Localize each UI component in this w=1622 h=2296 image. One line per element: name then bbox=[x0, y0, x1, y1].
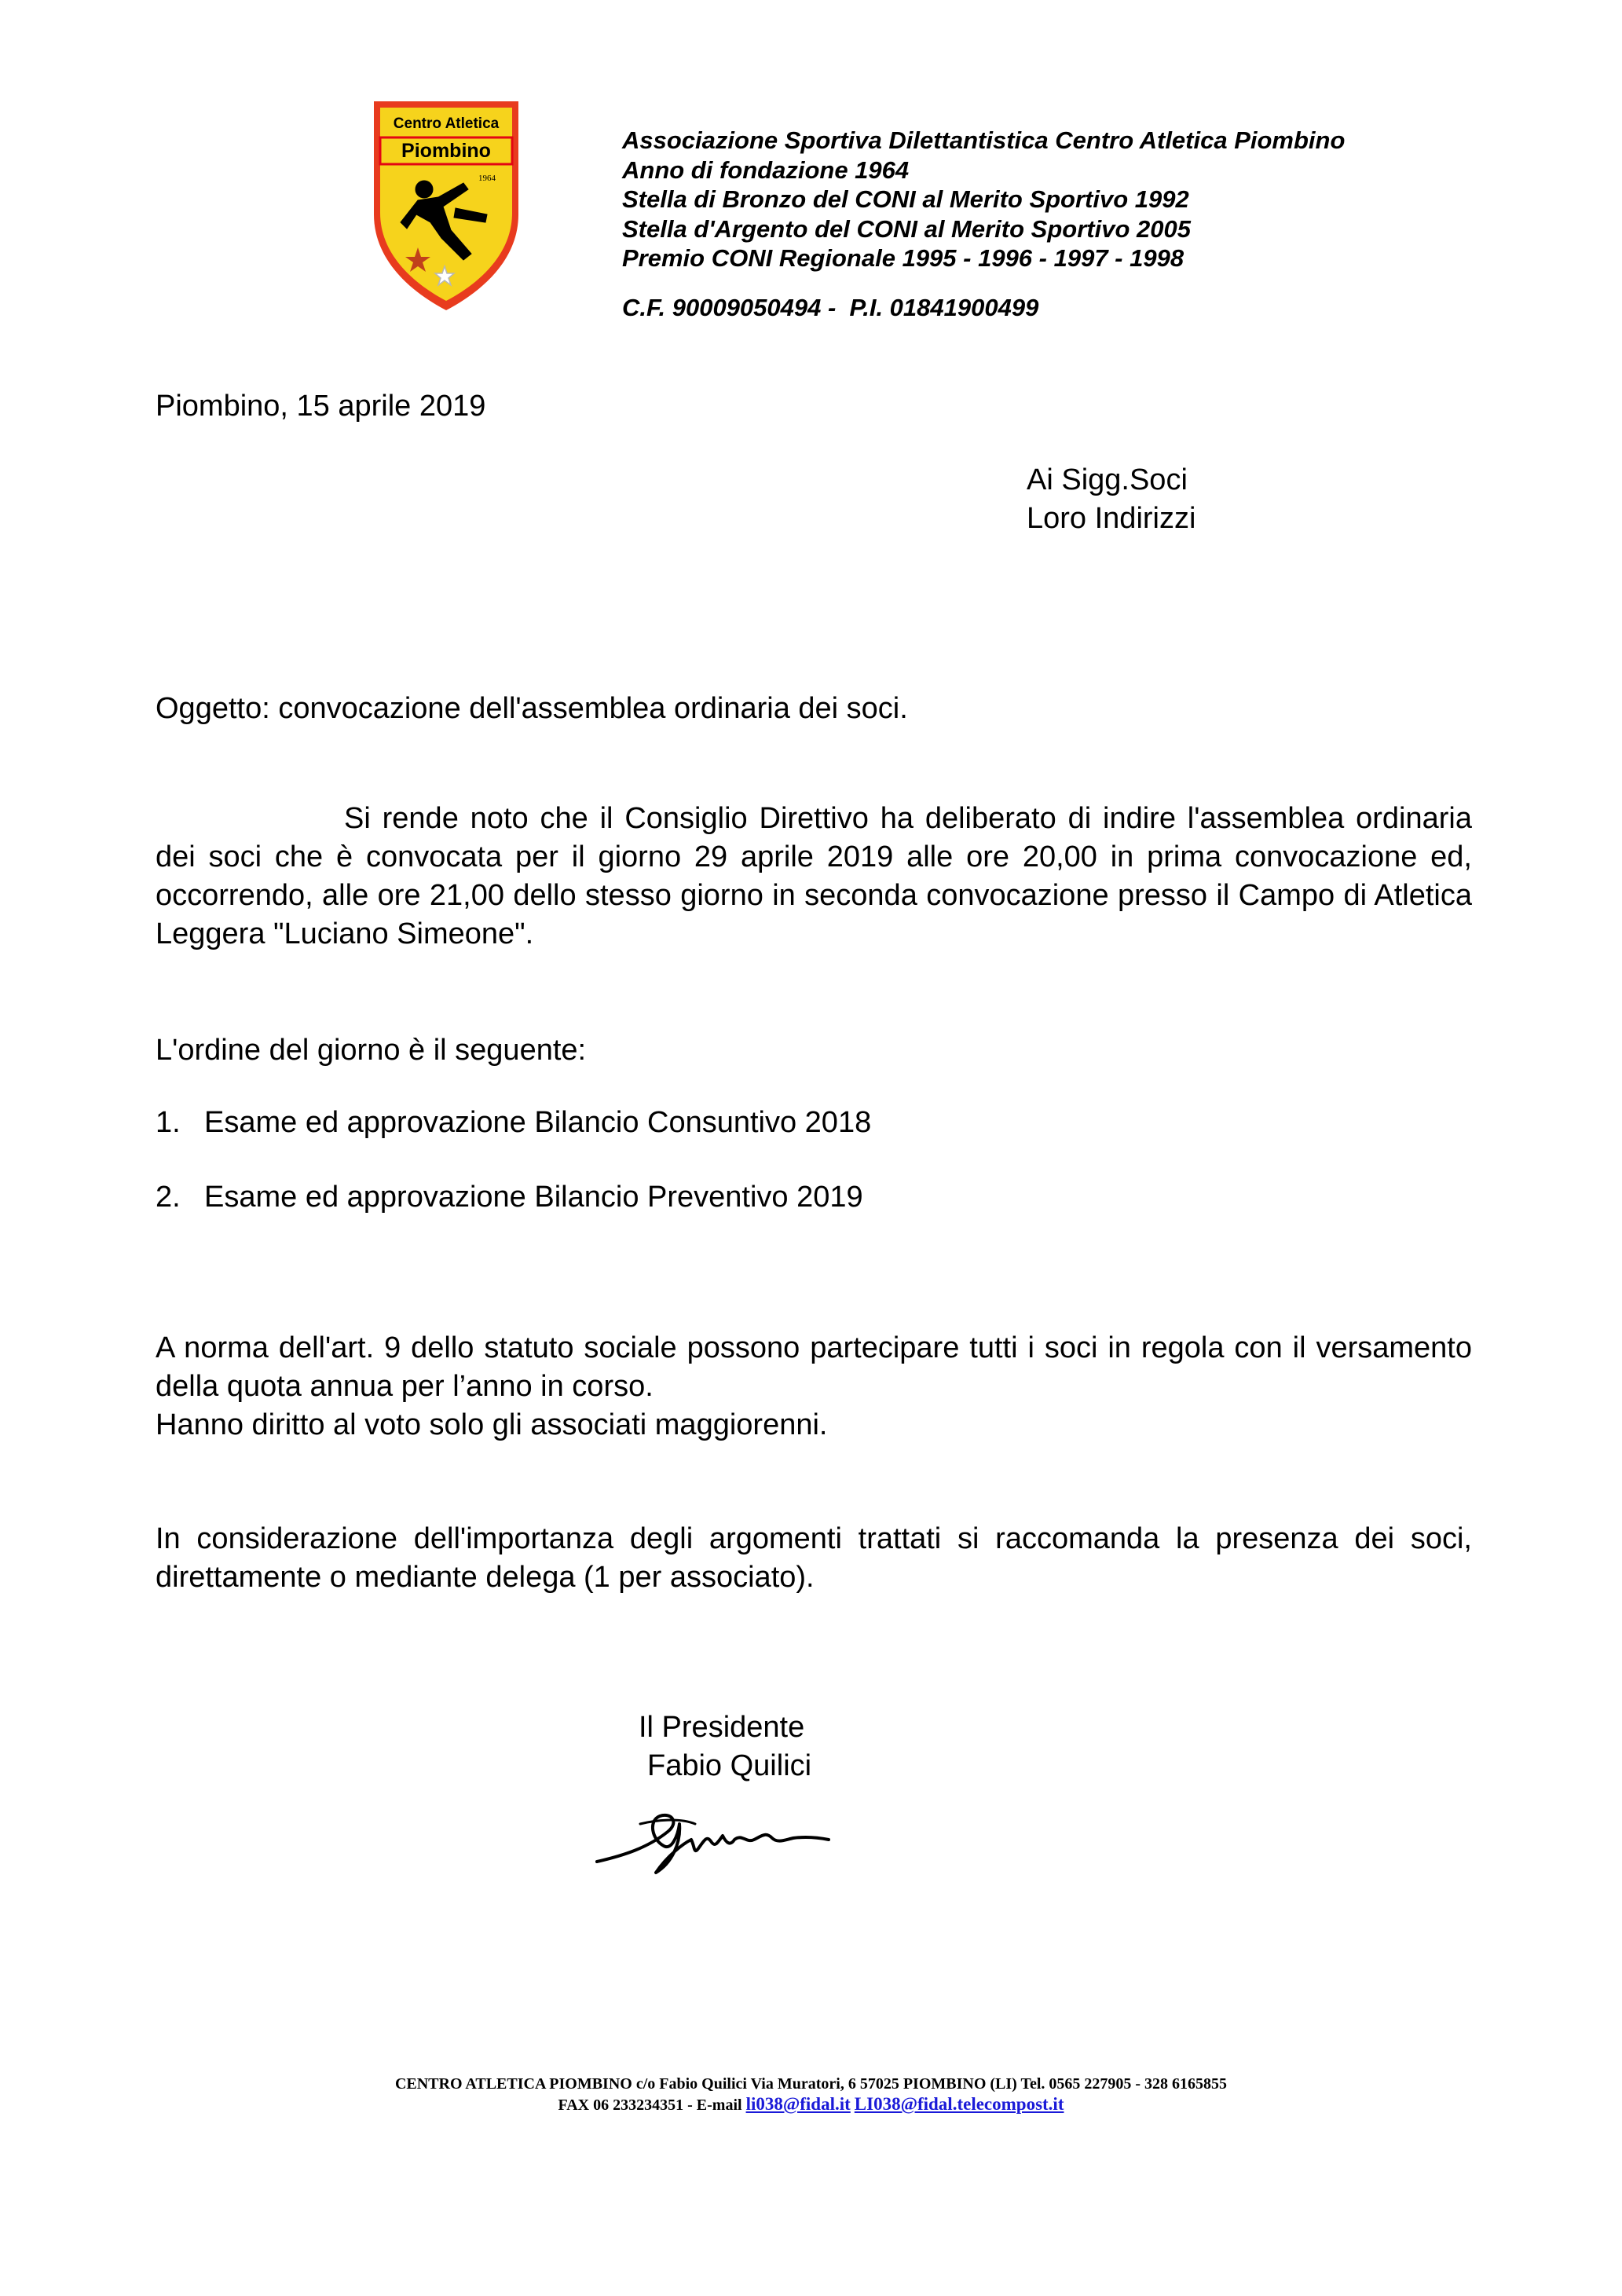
intro-paragraph bbox=[156, 800, 1472, 954]
intro-text: Si rende noto che il Consiglio Direttivo ha deliberato di indire l'assemblea ordinaria dei soci che è convocata per il giorno 29 aprile 2019 alle ore 20,00 in prima convocazione ed, occorrendo, alle ore 21,00 dello stesso giorno in seconda convocazione presso il Campo di Atletica Leggera "Luciano Simeone". bbox=[156, 802, 1472, 950]
footer-address: CENTRO ATLETICA PIOMBINO c/o Fabio Quilici Via Muratori, 6 57025 PIOMBINO (LI) Tel. 0565 227905 - 328 6165855 bbox=[394, 2075, 1228, 2093]
header-line: Anno di fondazione 1964 bbox=[622, 156, 910, 184]
rules-paragraph bbox=[156, 1329, 1472, 1445]
recommendation-paragraph: In considerazione dell'importanza degli argomenti trattati si raccomanda la presenza dei soci, direttamente o mediante delega (1 per associato). bbox=[156, 1522, 1472, 1594]
footer-contacts bbox=[0, 2094, 1622, 2115]
email-link-1[interactable]: li038@fidal.it bbox=[745, 2094, 851, 2114]
letter-subject: Oggetto: convocazione dell'assemblea ordinaria dei soci. bbox=[156, 692, 908, 725]
agenda-item bbox=[156, 1104, 871, 1142]
signature-name: Fabio Quilici bbox=[647, 1749, 812, 1782]
agenda-item-number: 2. bbox=[156, 1181, 181, 1214]
handwritten-signature bbox=[593, 1800, 837, 1879]
fiscal-codes: C.F. 90009050494 - P.I. 01841900499 bbox=[622, 294, 1039, 321]
logo-text-main: Piombino bbox=[401, 140, 491, 162]
header-line: Premio CONI Regionale 1995 - 1996 - 1997 - 1998 bbox=[622, 244, 1184, 272]
logo-text-top: Centro Atletica bbox=[393, 115, 500, 132]
recipient-line: Ai Sigg.Soci bbox=[1027, 463, 1188, 496]
agenda-item-text: Esame ed approvazione Bilancio Consuntivo 2018 bbox=[204, 1106, 872, 1139]
email-link-2[interactable]: LI038@fidal.telecompost.it bbox=[854, 2094, 1064, 2114]
association-header bbox=[622, 126, 1345, 273]
letter-date: Piombino, 15 aprile 2019 bbox=[156, 390, 486, 423]
header-line: Stella d'Argento del CONI al Merito Sportivo 2005 bbox=[622, 214, 1191, 243]
recipient-line: Loro Indirizzi bbox=[1027, 502, 1196, 535]
agenda-heading: L'ordine del giorno è il seguente: bbox=[156, 1034, 587, 1067]
rules-text: A norma dell'art. 9 dello statuto sociale possono partecipare tutti i soci in regola con il versamento della quota annua per l’anno in corso. bbox=[156, 1331, 1472, 1403]
header-line: Associazione Sportiva Dilettantistica Centro Atletica Piombino bbox=[622, 126, 1346, 154]
agenda-item bbox=[156, 1178, 863, 1217]
header-line: Stella di Bronzo del CONI al Merito Sportivo 1992 bbox=[622, 185, 1189, 213]
logo-year: 1964 bbox=[478, 174, 496, 183]
letter-footer bbox=[0, 2074, 1622, 2115]
recipients bbox=[1027, 461, 1195, 538]
footer-fax: FAX 06 233234351 - E-mail bbox=[558, 2096, 746, 2114]
agenda-item-number: 1. bbox=[156, 1106, 181, 1139]
vote-text: Hanno diritto al voto solo gli associati maggiorenni. bbox=[156, 1408, 828, 1441]
signature-role: Il Presidente bbox=[639, 1711, 805, 1744]
club-logo bbox=[369, 97, 523, 313]
agenda-item-text: Esame ed approvazione Bilancio Preventivo 2019 bbox=[204, 1181, 863, 1214]
